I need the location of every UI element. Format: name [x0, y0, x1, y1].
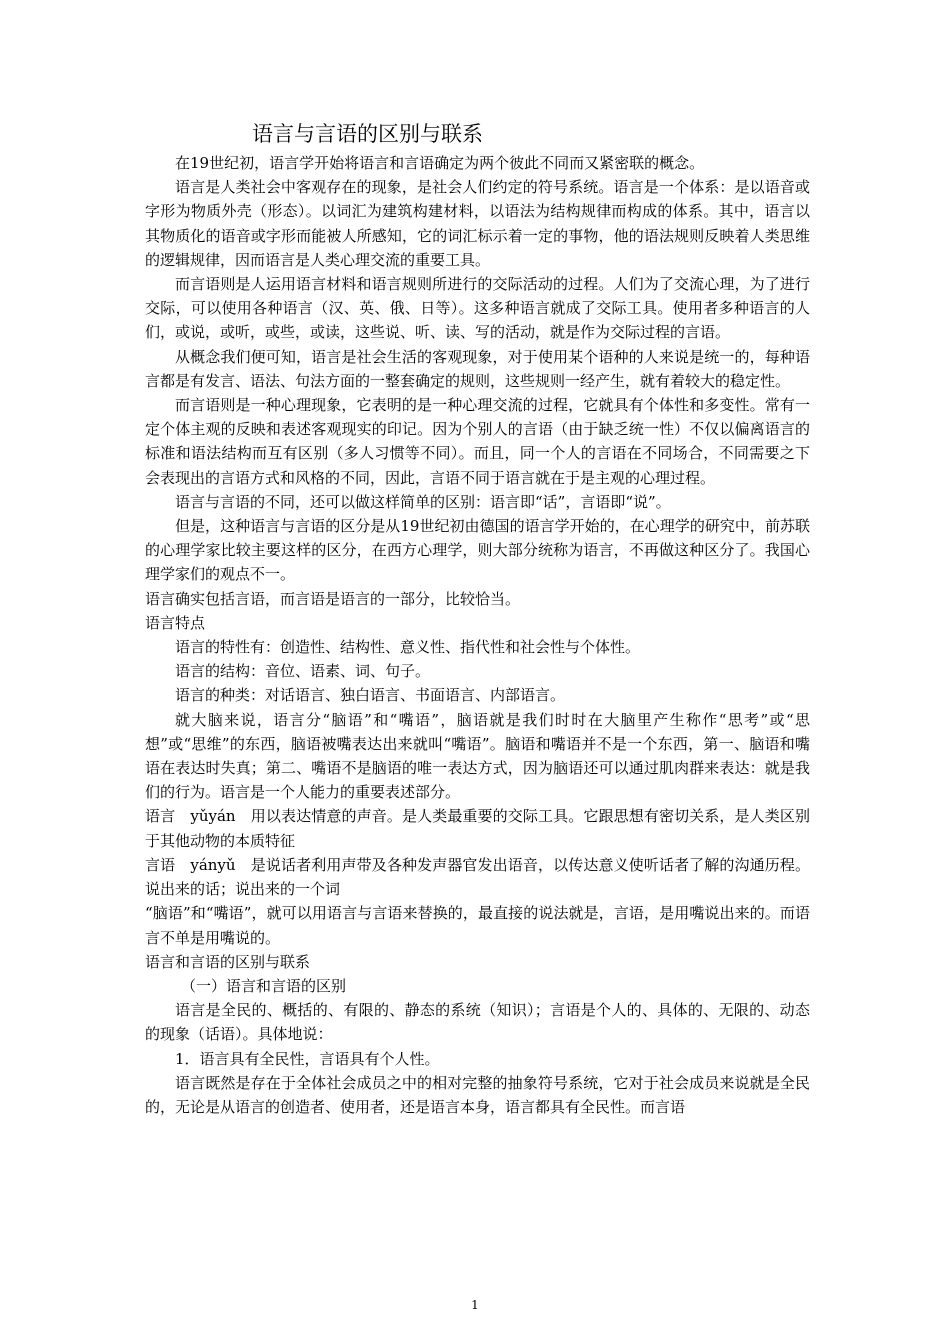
paragraph-types: 语言的种类：对话语言、独白语言、书面语言、内部语言。	[175, 686, 566, 705]
definition-yuyan: 语言 yǔyán 用以表达情意的声音。是人类最重要的交际工具。它跟思想有密切关系，是人类区别于其他动物的本质特征	[145, 807, 810, 850]
paragraph-language-definition: 语言是人类社会中客观存在的现象，是社会人们约定的符号系统。语言是一个体系：是以语音或字形为物质外壳（形态）。以词汇为建筑构建材料，以语法为结构规律而构成的体系。其中，语言以其物质化的语音或字形而能被人所感知，它的词汇标示着一定的事物，他的语法规则反映着人类思维的逻辑规律，因而语言是人类心理交流的重要工具。	[145, 178, 810, 269]
section-heading-difference-relation: 语言和言语的区别与联系	[145, 952, 311, 971]
paragraph-universality: 语言既然是存在于全体社会成员之中的相对完整的抽象符号系统，它对于社会成员来说就是全民的，无论是从语言的创造者、使用者，还是语言本身，语言都具有全民性。而言语	[145, 1073, 810, 1116]
page-number: 1	[471, 1298, 479, 1312]
list-item-1-heading: 1．语言具有全民性，言语具有个人性。	[175, 1049, 440, 1068]
paragraph-brain-language: 就大脑来说，语言分“脑语”和“嘴语”，脑语就是我们时时在大脑里产生称作“思考”或“思想”或“思维”的东西，脑语被嘴表达出来就叫“嘴语”。脑语和嘴语并不是一个东西，第一、脑语和嘴语在表达时失真；第二、嘴语不是脑语的唯一表达方式，因为脑语还可以通过肌肉群来表达：就是我们的行为。语言是一个人能力的重要表述部分。	[145, 710, 810, 802]
paragraph-structure: 语言的结构：音位、语素、词、句子。	[175, 662, 431, 681]
paragraph-features: 语言的特性有：创造性、结构性、意义性、指代性和社会性与个体性。	[175, 638, 641, 657]
section-heading-language-features: 语言特点	[145, 613, 206, 632]
paragraph-concept: 从概念我们便可知，语言是社会生活的客观现象，对于使用某个语种的人来说是统一的，每种语言都是有发言、语法、句法方面的一整套确定的规则，这些规则一经产生，就有着较大的稳定性。	[145, 347, 810, 390]
document-body	[145, 151, 810, 1119]
subsection-heading-difference: （一）语言和言语的区别	[181, 976, 347, 995]
paragraph-brain-mouth: “脑语”和“嘴语”，就可以用语言与言语来替换的，最直接的说法就是，言语，是用嘴说出来的。而语言不单是用嘴说的。	[145, 904, 810, 947]
paragraph-intro: 在19世纪初，语言学开始将语言和言语确定为两个彼此不同而又紧密联的概念。	[175, 154, 705, 172]
paragraph-general-difference: 语言是全民的、概括的、有限的、静态的系统（知识）；言语是个人的、具体的、无限的、动态的现象（话语）。具体地说：	[145, 1001, 810, 1044]
paragraph-speech-psychology: 而言语则是一种心理现象，它表明的是一种心理交流的过程，它就具有个体性和多变性。常有一定个体主观的反映和表述客观现实的印记。因为个别人的言语（由于缺乏统一性）不仅以偏离语言的标准和语法结构而互有区别（多人习惯等不同）。而且，同一个人的言语在不同场合，不同需要之下会表现出的言语方式和风格的不同，因此，言语不同于语言就在于是主观的心理过程。	[145, 396, 810, 487]
paragraph-speech-definition: 而言语则是人运用语言材料和语言规则所进行的交际活动的过程。人们为了交流心理，为了进行交际，可以使用各种语言（汉、英、俄、日等）。这多种语言就成了交际工具。使用者多种语言的人们，或说，或听，或些，或读，这些说、听、读、写的活动，就是作为交际过程的言语。	[145, 275, 810, 342]
definition-yanyu: 言语 yányǔ 是说话者利用声带及各种发声器官发出语音，以传达意义使听话者了解的沟通历程。说出来的话；说出来的一个词	[145, 855, 810, 899]
paragraph-history: 但是，这种语言与言语的区分是从19世纪初由德国的语言学开始的，在心理学的研究中，前苏联的心理学家比较主要这样的区分，在西方心理学，则大部分统称为语言，不再做这种区分了。我国心理学家们的观点不一。	[145, 517, 810, 584]
paragraph-conclusion: 语言确实包括言语，而言语是语言的一部分，比较恰当。	[145, 589, 521, 608]
paragraph-simple-difference: 语言与言语的不同，还可以做这样简单的区别：语言即“话”，言语即“说”。	[175, 492, 671, 511]
document-title: 语言与言语的区别与联系	[252, 122, 483, 146]
